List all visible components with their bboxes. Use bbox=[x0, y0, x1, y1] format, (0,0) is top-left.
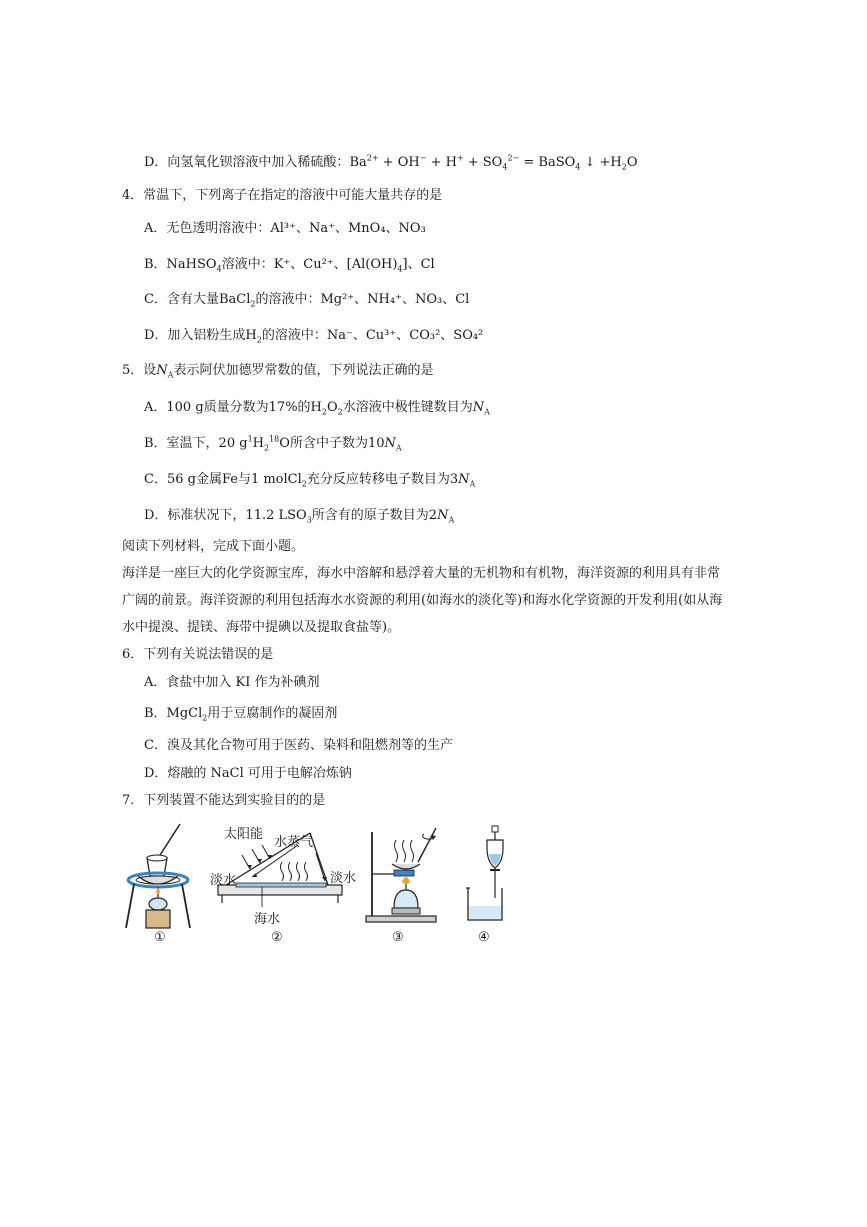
caption-1: ① bbox=[154, 930, 166, 945]
q5-stem: 5．设$N_A$表示阿伏加德罗常数的值，下列说法正确的是 bbox=[122, 363, 434, 380]
apparatus-1-evaporation bbox=[120, 820, 200, 932]
q3-option-d bbox=[144, 155, 638, 171]
caption-3: ③ bbox=[392, 930, 404, 945]
q5-option-b: B．室温下，20 $g^1H_2^{18}O$所含中子数为$10N_A$ bbox=[144, 434, 402, 453]
q6-option-b: B．MgCl$_2$用于豆腐制作的凝固剂 bbox=[144, 706, 338, 723]
q4-option-b: B．NaHSO$_4$溶液中：K⁺、Cu²⁺、$[Al(OH)_4]$、Cl bbox=[144, 257, 435, 274]
reading-paragraph-line-2: 广阔的前景。海洋资源的利用包括海水水资源的利用(如海水的淡化等)和海水化学资源的开发利用(如从海 bbox=[122, 593, 723, 608]
q4-option-a: A．无色透明溶液中：Al³⁺、Na⁺、MnO₄、NO₃ bbox=[144, 221, 426, 236]
reading-paragraph-line-1: 海洋是一座巨大的化学资源宝库，海水中溶解和悬浮着大量的无机物和有机物，海洋资源的利用具有非常 bbox=[122, 566, 721, 581]
caption-4: ④ bbox=[478, 930, 490, 945]
label-seawater: 海水 bbox=[254, 912, 281, 927]
apparatus-2-solar-still bbox=[212, 825, 362, 925]
label-solar-energy: 太阳能 bbox=[224, 827, 264, 842]
caption-2: ② bbox=[271, 930, 283, 945]
q4-option-c: C．含有大量BaCl$_2$的溶液中：Mg²⁺、NH₄⁺、NO₃、Cl bbox=[144, 292, 470, 309]
reading-paragraph-line-3: 水中提溴、提镁、海带中提碘以及提取食盐等)。 bbox=[122, 620, 401, 635]
q6-option-d: D．熔融的 NaCl 可用于电解冶炼钠 bbox=[144, 766, 352, 781]
q6-stem: 6．下列有关说法错误的是 bbox=[122, 647, 274, 662]
q3-d-prefix: D．向氢氧化钡溶液中加入稀硫酸： bbox=[144, 155, 350, 170]
label-fresh-water-left: 淡水 bbox=[210, 873, 237, 888]
q6-option-a: A．食盐中加入 KI 作为补碘剂 bbox=[144, 675, 320, 690]
q4-stem: 4．常温下，下列离子在指定的溶液中可能大量共存的是 bbox=[122, 188, 443, 203]
q3-d-equation: $Ba^{2+} + OH^- + H^+ + SO_4^{2-}$ = BaSO$_4$ ↓ $+H_2O$ bbox=[349, 153, 638, 172]
q4-option-d: D．加入铝粉生成$H_2$的溶液中：Na⁻、Cu³⁺、CO₃²、SO₄² bbox=[144, 328, 484, 345]
apparatus-3-stand-heating bbox=[360, 824, 444, 928]
q5-option-a: A．100 g质量分数为17%的$H_2O_2$水溶液中极性键数目为$N_A$ bbox=[144, 400, 490, 417]
label-water-vapor: 水蒸气 bbox=[274, 835, 314, 850]
q7-stem: 7．下列装置不能达到实验目的的是 bbox=[122, 793, 326, 808]
q5-option-c: C．56 g金属Fe与1 molCl$_2$充分反应转移电子数目为$3N_A$ bbox=[144, 472, 476, 489]
apparatus-4-separatory-funnel bbox=[462, 824, 512, 928]
reading-intro: 阅读下列材料，完成下面小题。 bbox=[122, 539, 305, 554]
label-fresh-water-right: 淡水 bbox=[330, 871, 357, 886]
q6-option-c: C．溴及其化合物可用于医药、染料和阻燃剂等的生产 bbox=[144, 738, 453, 753]
q5-option-d: D．标准状况下，11.2 $LSO_3$所含有的原子数目为$2N_A$ bbox=[144, 508, 455, 525]
